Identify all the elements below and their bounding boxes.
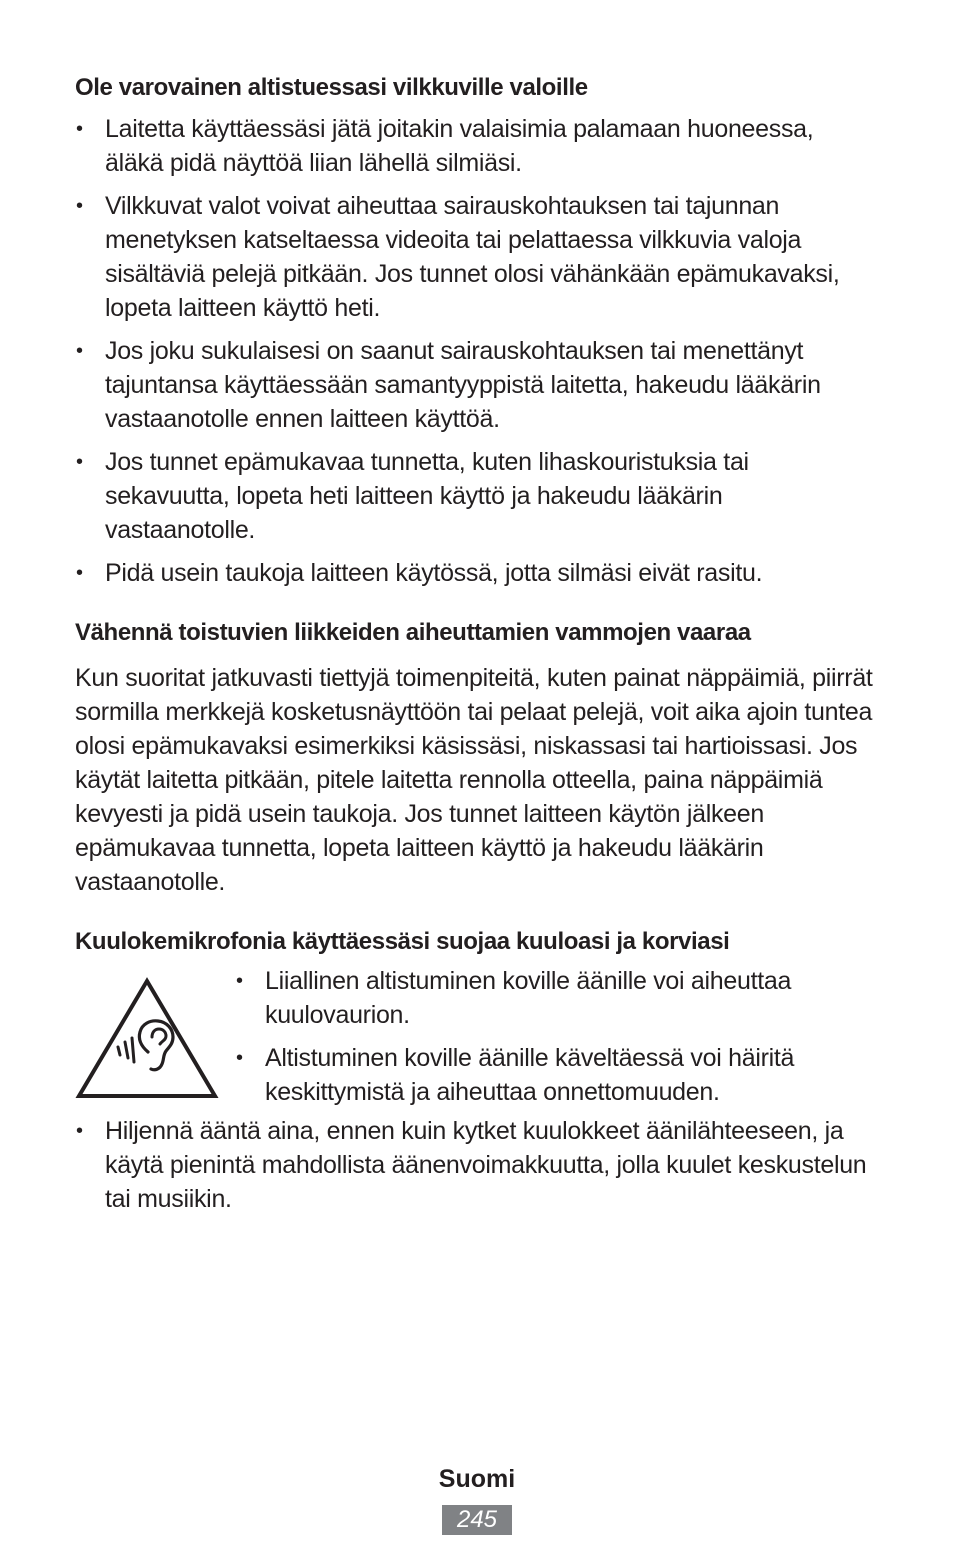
bullet-list xyxy=(75,1114,875,1216)
section-heading: Kuulokemikrofonia käyttäessäsi suojaa kuuloasi ja korviasi xyxy=(75,928,730,955)
section-flashing-lights xyxy=(75,72,875,590)
page-number: 245 xyxy=(442,1505,512,1535)
page-content xyxy=(75,72,875,1216)
body-paragraph: Kun suoritat jatkuvasti tiettyjä toimenpiteitä, kuten painat näppäimiä, piirrät sormilla merkkejä kosketusnäyttöön tai pelaat pelejä, voit aika ajoin tuntea olosi epämukavaksi esimerkiksi käsissäsi, niskassasi tai hartioissasi. Jos käytät laitetta pitkään, pitele laitetta rennolla otteella, paina näppäimiä kevyesti ja pidä usein taukoja. Jos tunnet laitteen käytön jälkeen epämukavaa tunnetta, lopeta laitteen käyttö ja hakeudu lääkärin vastaanotolle. xyxy=(75,664,873,896)
list-item: • Pidä usein taukoja laitteen käytössä, jotta silmäsi eivät rasitu. xyxy=(75,556,875,590)
list-item: • Jos tunnet epämukavaa tunnetta, kuten lihaskouristuksia tai sekavuutta, lopeta heti laitteen käyttö ja hakeudu lääkärin vastaanotolle. xyxy=(75,445,875,547)
list-item: • Laitetta käyttäessäsi jätä joitakin valaisimia palamaan huoneessa, äläkä pidä näyttöä liian lähellä silmiäsi. xyxy=(75,112,875,180)
section-heading: Vähennä toistuvien liikkeiden aiheuttamien vammojen vaaraa xyxy=(75,619,751,646)
list-item: • Altistuminen koville äänille käveltäessä voi häiritä keskittymistä ja aiheuttaa onnettomuuden. xyxy=(235,1041,875,1109)
section-repetitive-motion xyxy=(75,617,875,899)
icon-bullet-list xyxy=(235,964,875,1109)
hearing-warning-icon xyxy=(75,976,219,1104)
footer-language: Suomi xyxy=(438,1465,516,1493)
list-item: • Vilkkuvat valot voivat aiheuttaa sairauskohtauksen tai tajunnan menetyksen katseltaessa videoita tai pelattaessa vilkkuvia valoja sisältäviä pelejä pitkään. Jos tunnet olosi vähänkään epämukavaksi, lopeta laitteen käyttö heti. xyxy=(75,189,875,325)
list-item: • Hiljennä ääntä aina, ennen kuin kytket kuulokkeet äänilähteeseen, ja käytä pienintä mahdollista äänenvoimakkuutta, jolla kuulet keskustelun tai musiikin. xyxy=(75,1114,875,1216)
section-hearing-protection xyxy=(75,926,875,1216)
hearing-warning-block xyxy=(75,964,875,1114)
list-item: • Liiallinen altistuminen koville äänille voi aiheuttaa kuulovaurion. xyxy=(235,964,875,1032)
bullet-list xyxy=(75,112,875,590)
list-item: • Jos joku sukulaisesi on saanut sairauskohtauksen tai menettänyt tajuntansa käyttäessään samantyyppistä laitetta, hakeudu lääkärin vastaanotolle ennen laitteen käyttöä. xyxy=(75,334,875,436)
section-heading: Ole varovainen altistuessasi vilkkuville valoille xyxy=(75,74,588,101)
